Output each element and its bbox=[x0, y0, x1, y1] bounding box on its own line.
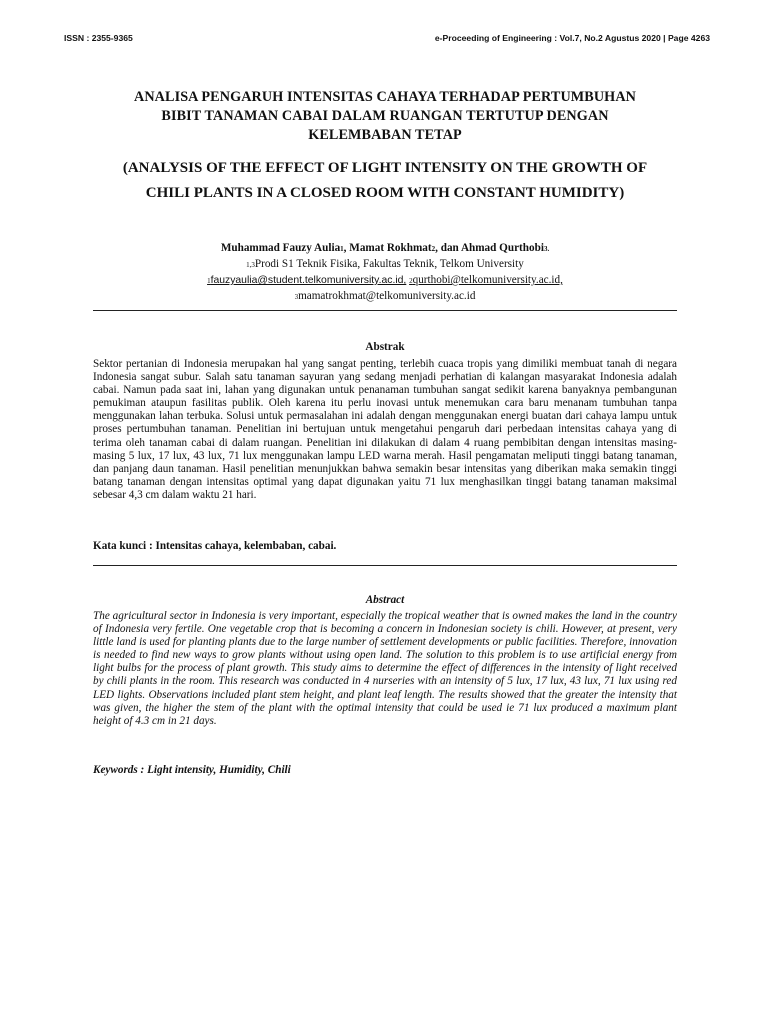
author-separator-2: , dan bbox=[435, 242, 461, 254]
author-2-mark: 2 bbox=[431, 245, 436, 253]
email-2-link[interactable]: qurthobi@telkomuniversity.ac.id, bbox=[412, 274, 563, 286]
email-1-mark: 1 bbox=[207, 277, 211, 285]
abstract-heading: Abstract bbox=[365, 594, 405, 606]
affiliation-mark: 1,3 bbox=[246, 261, 255, 269]
email-2-mark: 2 bbox=[409, 277, 413, 285]
abstrak-heading: Abstrak bbox=[365, 341, 405, 353]
author-separator-1: , bbox=[343, 242, 350, 254]
email-1-link[interactable]: fauzyaulia@student.telkomuniversity.ac.id, bbox=[210, 275, 407, 286]
email-line-1 bbox=[93, 273, 677, 289]
english-title-line-1: (ANALYSIS OF THE EFFECT OF LIGHT INTENSITY ON THE GROWTH OF bbox=[122, 160, 648, 176]
kata-kunci: Kata kunci : Intensitas cahaya, kelembaban, cabai. bbox=[93, 540, 337, 552]
keywords: Keywords : Light intensity, Humidity, Chili bbox=[93, 764, 291, 776]
author-block bbox=[93, 241, 677, 305]
email-line-2 bbox=[93, 289, 677, 305]
divider-top bbox=[93, 310, 677, 311]
running-header bbox=[0, 33, 768, 47]
abstract-text: The agricultural sector in Indonesia is very important, especially the tropical weather that is owned makes the land in the country of Indonesia very fertile. One vegetable crop that is becoming a concern in Indonesian society is chili. However, at present, very little land is used for planting plants due to the large number of settlement developments or public facilities. Therefore, innovation is needed to find new ways to grow plants without using open land. The solution to this problem is to use artificial energy from light bulbs for the process of plant growth. This study aims to determine the effect of differences in the intensity of light received by chili plants in the room. This research was conducted in 4 nurseries with an intensity of 5 lux, 17 lux, 43 lux, 71 lux using red LED lights. Observations included plant stem height, and plant leaf length. The results showed that the greater the intensity that was given, the higher the stem of the plant with the optimal intensity that could be used ie 71 lux produced a maximum plant height of 4.3 cm in 21 days. bbox=[93, 610, 677, 727]
author-1-mark: 1 bbox=[340, 245, 344, 253]
english-title bbox=[93, 156, 677, 206]
author-1: Muhammad Fauzy Aulia bbox=[220, 242, 341, 254]
english-title-line-2: CHILI PLANTS IN A CLOSED ROOM WITH CONSTANT HUMIDITY) bbox=[145, 185, 625, 201]
divider-bottom bbox=[93, 565, 677, 566]
issn-label: ISSN : 2355-9365 bbox=[64, 33, 133, 43]
title-line-2: BIBIT TANAMAN CABAI DALAM RUANGAN TERTUTUP DENGAN bbox=[161, 108, 609, 124]
affiliation-text: Prodi S1 Teknik Fisika, Fakultas Teknik, Telkom University bbox=[254, 258, 524, 270]
author-2: Mamat Rokhmat bbox=[349, 242, 432, 254]
author-3: Ahmad Qurthobi bbox=[460, 242, 544, 254]
affiliation bbox=[93, 257, 677, 273]
email-3-mark: 3 bbox=[294, 293, 299, 301]
author-names: Muhammad Fauzy Aulia1, Mamat Rokhmat2, dan Ahmad Qurthobi3. bbox=[220, 242, 550, 254]
abstrak-text: Sektor pertanian di Indonesia merupakan hal yang sangat penting, terlebih cuaca tropis yang dimiliki membuat tanah di negara Indonesia sangat subur. Salah satu tanaman sayuran yang sedang menjadi perhatian di kalangan masyarakat Indonesia adalah cabai. Namun pada saat ini, lahan yang digunakan untuk penanaman tumbuhan sangat sedikit karena banyaknya pembangunan pemukiman ataupun fasilitas publik. Oleh karena itu perlu inovasi untuk menemukan cara baru menanam tumbuhan tanpa menggunakan lahan terbuka. Solusi untuk permasalahan ini adalah dengan menggunakan energi buatan dari cahaya lampu untuk proses pertumbuhan tanaman. Penelitian ini bertujuan untuk mengetahui pengaruh dari perbedaan intensitas cahaya yang di terima oleh tanaman cabai di dalam ruangan. Penelitian ini dilakukan di dalam 4 ruang pembibitan dengan intensitas masing-masing 5 lux, 17 lux, 43 lux, 71 lux menggunakan lampu LED warna merah. Hasil pengamatan meliputi tinggi batang tanaman, dan panjang daun tanaman. Hasil penelitian menunjukkan bahwa semakin besar intensitas yang diberikan maka semakin tinggi batang tanaman dengan intensitas optimal yang dapat digunakan yaitu 71 lux menghasilkan tinggi batang tanaman maksimal sebesar 4,3 cm dalam waktu 21 hari. bbox=[93, 358, 677, 501]
title-line-3: KELEMBABAN TETAP bbox=[308, 127, 462, 143]
title-line-1: ANALISA PENGARUH INTENSITAS CAHAYA TERHADAP PERTUMBUHAN bbox=[133, 89, 637, 105]
paper-title bbox=[93, 88, 677, 145]
journal-citation: e-Proceeding of Engineering : Vol.7, No.2 Agustus 2020 | Page 4263 bbox=[434, 33, 710, 43]
email-3-link[interactable]: mamatrokhmat@telkomuniversity.ac.id bbox=[298, 290, 476, 302]
author-3-mark: 3 bbox=[543, 245, 548, 253]
